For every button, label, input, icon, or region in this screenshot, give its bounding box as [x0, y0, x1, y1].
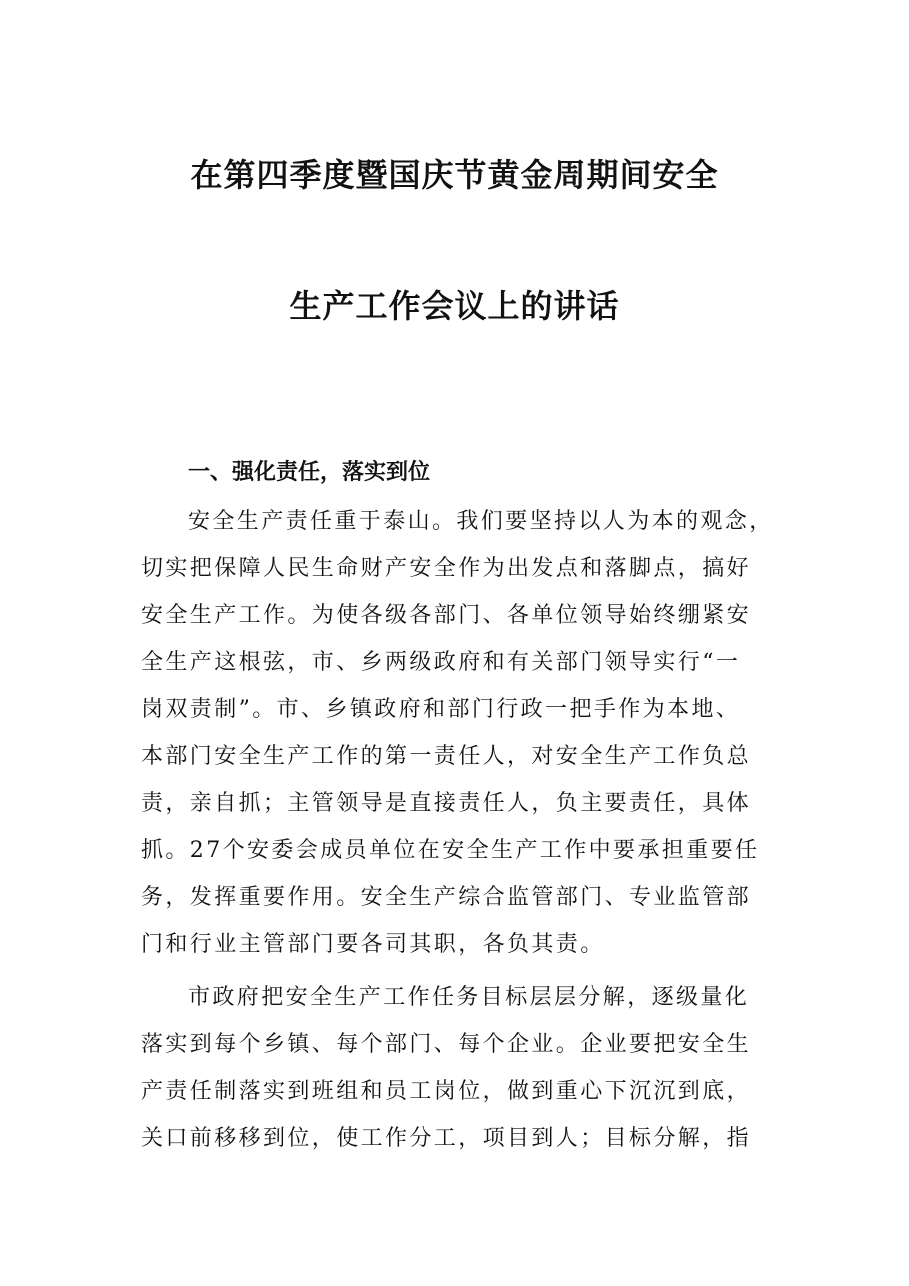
paragraph-line: 全生产这根弦，市、乡两级政府和有关部门领导实行“一	[141, 650, 741, 675]
paragraph-line: 安全生产责任重于泰山。我们要坚持以人为本的观念，	[188, 509, 774, 534]
paragraph-line: 关口前移移到位，使工作分工，项目到人；目标分解，指	[141, 1126, 752, 1151]
paragraph-1	[141, 498, 773, 968]
paragraph-line: 切实把保障人民生命财产安全作为出发点和落脚点，搞好	[141, 556, 752, 581]
paragraph-line: 市政府把安全生产工作任务目标层层分解，逐级量化	[188, 985, 750, 1010]
paragraph-line: 责，亲自抓；主管领导是直接责任人，负主要责任，具体	[141, 791, 752, 816]
paragraph-line: 本部门安全生产工作的第一责任人，对安全生产工作负总	[141, 744, 752, 769]
document-title-line-2: 生产工作会议上的讲话	[289, 287, 620, 325]
paragraph-line: 安全生产工作。为使各级各部门、各单位领导始终绷紧安	[141, 603, 752, 628]
section-heading: 一、强化责任，落实到位	[188, 460, 431, 485]
paragraph-line: 务，发挥重要作用。安全生产综合监管部门、专业监管部	[141, 885, 752, 910]
paragraph-line: 抓。27个安委会成员单位在安全生产工作中要承担重要任	[141, 838, 760, 863]
paragraph-line: 岗双责制”。市、乡镇政府和部门行政一把手作为本地、	[141, 697, 741, 722]
paragraph-line: 门和行业主管部门要各司其职，各负其责。	[141, 932, 605, 957]
paragraph-line: 落实到每个乡镇、每个部门、每个企业。企业要把安全生	[141, 1032, 752, 1057]
paragraph-2	[141, 974, 773, 1162]
document-title-line-1: 在第四季度暨国庆节黄金周期间安全	[190, 156, 719, 194]
paragraph-line: 产责任制落实到班组和员工岗位，做到重心下沉沉到底，	[141, 1079, 752, 1104]
